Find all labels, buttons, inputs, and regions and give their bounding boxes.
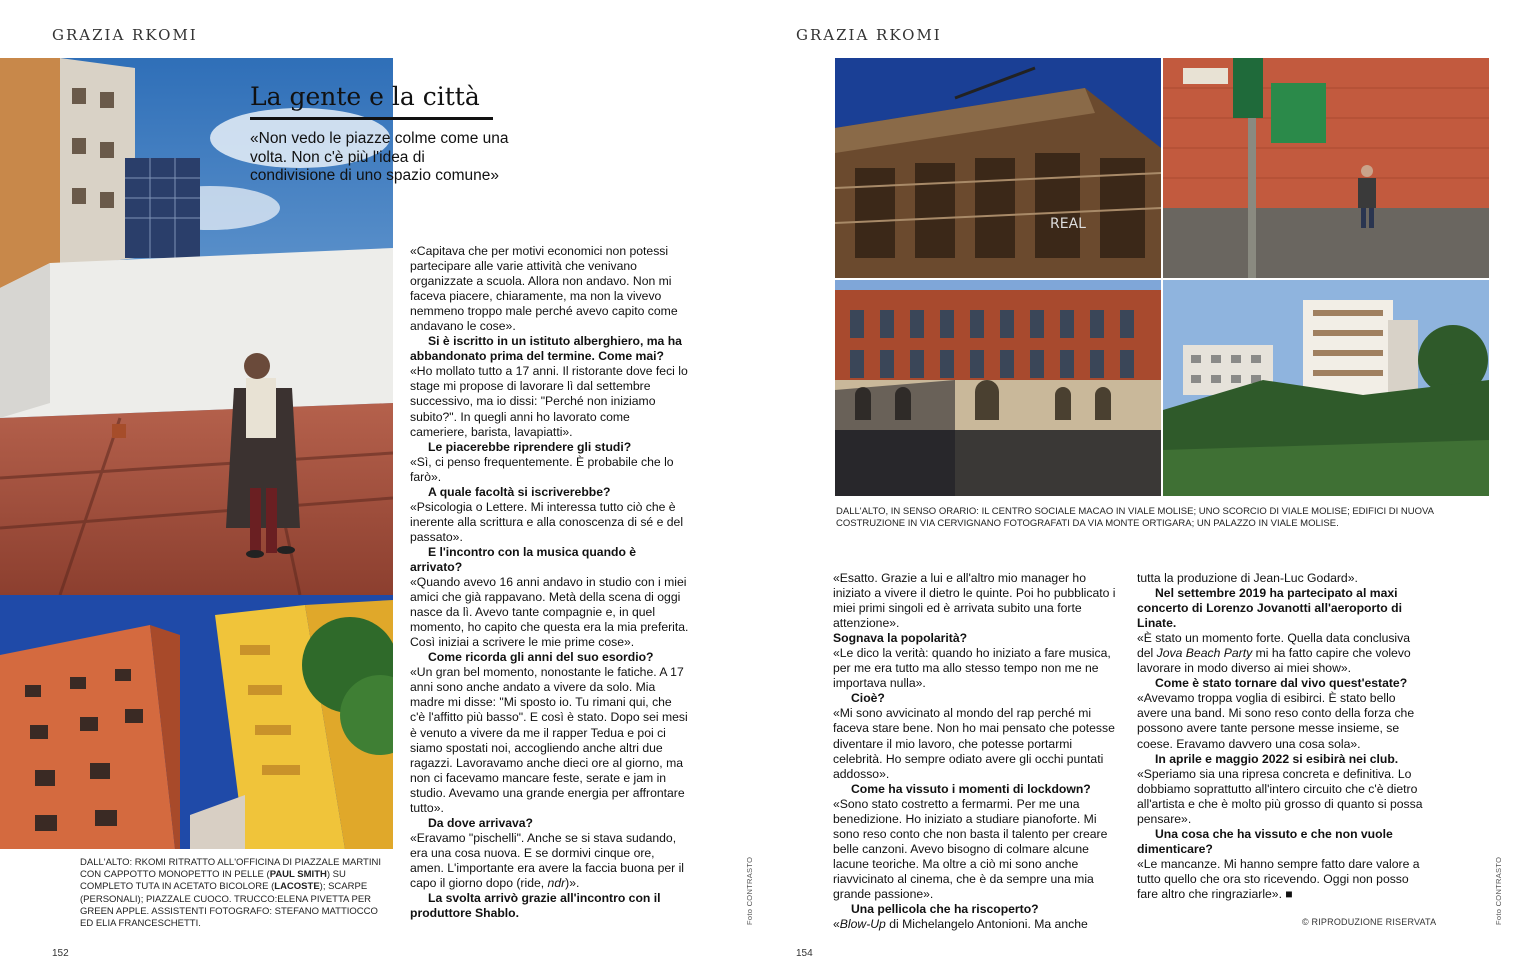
question-text: Le piacerebbe riprendere gli studi? [428,439,632,454]
article-title: La gente e la città [250,82,493,120]
question-text: Cioè? [851,691,885,706]
answer-text: «Avevamo troppa voglia di esibirci. È stato bello avere una band. Mi sono reso conto della forza che possono avere tante persone messe insieme, se coese. Eravamo davvero una cosa sola». [1137,691,1415,751]
photo-credit-right: Foto CONTRASTO [1494,856,1503,925]
page-number-right: 154 [796,948,813,959]
question-text: E l'incontro con la musica quando è arrivato? [410,544,637,574]
answer-text: «Quando avevo 16 anni andavo in studio con i miei amici che già rappavano. Metà della scena di oggi nasce da lì. Avevo tante compagnie e, in quel momento, ho capito che questa era la mia preferita. Così iniziai a scrivere le mie prime cose». [410,575,689,650]
article-column-3 [1137,571,1423,902]
question-text: Sognava la popolarità? [833,631,968,646]
answer-text: «Blow-Up di Michelangelo Antonioni. Ma anche [833,917,1088,932]
question-text: Una cosa che ha vissuto e che non vuole dimenticare? [1137,826,1393,856]
photo-colored-buildings [0,595,393,849]
answer-text: «Mi sono avvicinato al mondo del rap perché mi faceva stare bene. Non ho mai pensato che potesse diventare il mio lavoro, che potesse portarmi celebrità. Ho sempre odiato avere gli occhi puntati addosso». [833,706,1115,781]
photo-macao-building [835,58,1161,278]
question-text: Come ha vissuto i momenti di lockdown? [851,781,1091,796]
copyright-notice: © RIPRODUZIONE RISERVATA [1302,917,1437,927]
question-text: Una pellicola che ha riscoperto? [851,902,1039,917]
photo-via-cervignano [1163,280,1489,496]
svg-text:REAL: REAL [1050,216,1086,232]
question-text: A quale facoltà si iscriverebbe? [428,484,611,499]
question-text: Da dove arrivava? [428,815,534,830]
question-text: In aprile e maggio 2022 si esibirà nei club. [1155,751,1399,766]
article-column-1 [410,244,690,921]
answer-text: «Psicologia o Lettere. Mi interessa tutto ciò che è inerente alla scrittura e alla conoscenza di sé e del passato». [410,499,684,544]
answer-text: «Ho mollato tutto a 17 anni. Il ristorante dove feci lo stage mi propose di lavorare lì dal settembre successivo, ma io dissi: "Perché non iniziamo subito?". In quegli anni ho lavorato come cameriere, barista, lavapiatti». [410,364,688,439]
magazine-header-left: GRAZIA RKOMI [52,26,198,44]
answer-text: «Sì, ci penso frequentemente. È probabile che lo farò». [410,454,674,484]
question-text: Si è iscritto in un istituto alberghiero, ma ha abbandonato prima del termine. Come mai? [410,334,682,364]
answer-text: «Sono stato costretto a fermarmi. Per me una benedizione. Ho iniziato a studiare pianoforte. Mi sono reso conto che non basta il talento per creare belle canzoni. Avevo bisogno di colmare alcune lacune teoriche. Ma oltre a ciò mi sono anche riavvicinato al cinema, che è da sempre una mia grande passione». [833,796,1108,901]
answer-text: «Un gran bel momento, nonostante le fatiche. A 17 anni sono anche andato a vivere da solo. Mia madre mi disse: "Mi sposto io. Tu rimani qui, che c'è l'affitto più basso". E così è stato. Dopo sei mesi è venuto a vivere da me il rapper Tedua e poi ci siamo spostati noi, accogliendo anche altri due ragazzi. Lavoravamo anche dieci ore al giorno, ma non ci facevamo mancare feste, serate e jam in studio. Avevamo una grande energia per affrontare tutto». [410,665,688,815]
page-number-left: 152 [52,948,69,959]
question-text: Come ricorda gli anni del suo esordio? [428,650,654,665]
photo-credit-left: Foto CONTRASTO [745,856,754,925]
question-text: Nel settembre 2019 ha partecipato al maxi concerto di Lorenzo Jovanotti all'aeroporto di Linate. [1137,586,1402,631]
question-text: La svolta arrivò grazie all'incontro con il produttore Shablo. [410,891,661,921]
answer-text: «È stato un momento forte. Quella data conclusiva del Jova Beach Party mi ha fatto capire che volevo lavorare in modo diverso ai miei show». [1137,631,1411,676]
answer-text: «Le mancanze. Mi hanno sempre fatto dare valore a tutto quello che ora sto ricevendo. Oggi non posso fare altro che ringraziarle». ■ [1137,856,1420,901]
magazine-header-right: GRAZIA RKOMI [796,26,942,44]
answer-text: «Le dico la verità: quando ho iniziato a fare musica, per me era tutto ma allo stesso tempo non me ne importava nulla». [833,646,1111,691]
article-column-2 [833,571,1118,932]
pull-quote: «Non vedo le piazze colme come una volta. Non c'è più l'idea di condivisione di uno spazio comune» [250,130,509,184]
question-text: Come è stato tornare dal vivo quest'estate? [1155,676,1408,691]
photo-palazzo-viale-molise [835,280,1161,496]
answer-text: «Esatto. Grazie a lui e all'altro mio manager ho iniziato a vivere il dietro le quinte. Poi ho pubblicato i miei primi singoli ed è arrivata subito una forte attenzione». [833,571,1116,631]
answer-text: «Speriamo sia una ripresa concreta e definitiva. Lo dobbiamo soprattutto all'intero circuito che c'è dietro all'artista e che è molto più grosso di quanto si possa pensare». [1137,766,1423,826]
photo-caption-right: DALL'ALTO, IN SENSO ORARIO: IL CENTRO SOCIALE MACAO IN VIALE MOLISE; UNO SCORCIO DI VIALE MOLISE; EDIFICI DI NUOVA COSTRUZIONE IN VIA CERVIGNANO FOTOGRAFATI DA VIA MONTE ORTIGARA; UN PALAZZO IN VIALE MOLISE. [836,506,1434,530]
answer-text: «Eravamo "pischelli". Anche se si stava sudando, era una cosa nuova. E se dormivi cinque ore, amen. L'importante era avere la faccia buona per il capo il giorno dopo (ride, ndr)». [410,830,684,890]
photo-viale-molise [1163,58,1489,278]
answer-text: tutta la produzione di Jean-Luc Godard». [1137,571,1358,585]
photo-caption-left: DALL'ALTO: RKOMI RITRATTO ALL'OFFICINA DI PIAZZALE MARTINI CON CAPPOTTO MONOPETTO IN PELLE (PAUL SMITH) SU COMPLETO TUTA IN ACETATO BICOLORE (LACOSTE); SCARPE (PERSONALI); PIAZZALE CUOCO. TRUCCO:ELENA PIVETTA PER GREEN APPLE. ASSISTENTI FOTOGRAFO: STEFANO MATTIOCCO ED ELIA FRANCESCHETTI. [80,857,382,930]
answer-text: «Capitava che per motivi economici non potessi partecipare alle varie attività che venivano organizzate a scuola. Allora non andavo. Non mi faceva piacere, chiaramente, ma non la vivevo nemmeno troppo male perché avevo capito come andavano le cose». [410,244,678,334]
